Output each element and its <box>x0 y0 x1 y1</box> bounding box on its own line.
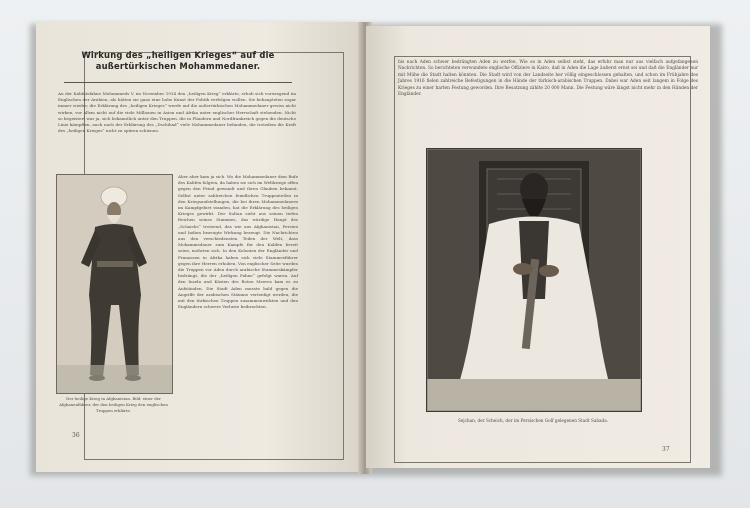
seated-sheikh-figure <box>427 149 641 411</box>
right-photo-caption: Sejchan, der Scheich, der im Persischen Golf gelegenen Stadt Sabada. <box>457 418 609 423</box>
left-photo-caption: Der heilige Krieg in Afghanistan. Bild: einer der Afghanenführer, der den heiligen Krieg den englischen Truppen erklärte. <box>59 396 168 413</box>
left-page-number: 36 <box>72 432 80 439</box>
intro-paragraph: An der Kalifatsfahne Mohammeds V. im November 1914 den „heiligen Krieg“ erklärte, erhob sich vorwiegend im Englischen der Arabien, als hätten sie ganz eine hohe Kunst der Politik verfolgen wollen. Sie behaupteten sogar immer wieder, die Erklärung des „heiligen Krieges“ werde auf die außertürkischen Mohammedaner gewiss nicht wirken, vor allem nicht auf die viele Millionen in Asien und Afrika unter englischer Herrschaft stehenden. Nicht so begeistert war ja, sich bekanntlich unter den Truppen, die in Flandern und Nordfrankreich gegen die deutsche Linie kämpften, auch nach der Erklärung des „Dschihad“ viele Mohammedaner befanden, die trotzdem die Kraft des „heiligen Krieges“ nicht zu spüren schienen. <box>58 91 296 134</box>
right-column-text: Aber aber kam ja sich. Wo die Mohammedaner dem Rufe des Kalifen folgten, da haben sie sich im Weltkriege offen gegen den Feind gewandt und ihren Glauben bekannt. Selbst unter zahlreichen feindlichen Truppenteilen in den Kriegsaufstellungen, die bei ihren Mohammedanern im Kampfgebiet standen, hat die Erklärung des heiligen Krieges gewirkt. Der Sultan sieht aus seinen tiefen Reichen seines Stammes, das würdige Haupt des „Schaichs“ trotzend, das wie aus Afghanistan, Persien und Indien bezeugte Wirkung bezeugt. Die Nachrichten aus den verschiedensten Teilen der Welt, dass Mohammedaner zum Kampfe für den Kalifen bereit seien, mehrten sich. In den Kolonien der Engländer und Franzosen in Afrika haben sich viele Stammesführer gegen ihre Herren erhoben. Von englischer Seite wurden die Truppen vor Aden durch arabische Stammeskämpfer bedrängt, die der „heiligen Fahne“ gefolgt waren. Auf den Inseln und Küsten des Roten Meeres kam es zu Aufständen. Die Stadt Aden musste bald gegen die Angriffe der arabischen Stämme verteidigt werden, die mit den türkischen Truppen zusammenwirkten und den Engländern schwere Verluste beibrachten. <box>178 174 298 310</box>
right-page-number: 37 <box>662 446 670 453</box>
standing-warrior-figure <box>57 175 172 393</box>
title-rule <box>64 82 292 83</box>
continued-paragraph: bis nach Aden schwer bedrängten Aden zu werfen. Wie es in Aden selbst steht, das erfuhr man nur aus vielfach aufgefangenen Nachrichten. So berichteten verwundete englische Offiziere in Kairo, daß in Aden die Lage äußerst ernst sei und daß die Engländer nur mit Mühe die Stadt halten könnten. Die Stadt wird von der Landseite her völlig eingeschlossen gehalten, und schon im Frühjahre des Jahres 1916 fielen zahlreiche Befestigungen in die Hände der türkisch-arabischen Truppen. Dabei war Aden seit langem in Folge des Krieges zu einer harten Festung geworden. Ihre Besatzung zählte 20 000 Mann. Die Festung wäre längst nicht mehr in den Händen der Engländer. <box>398 60 698 98</box>
sheikh-portrait-photo <box>426 148 642 412</box>
article-title: Wirkung des „heiligen Krieges“ auf die außertürkischen Mohammedaner. <box>81 50 275 71</box>
afghan-warrior-photo <box>56 174 173 394</box>
